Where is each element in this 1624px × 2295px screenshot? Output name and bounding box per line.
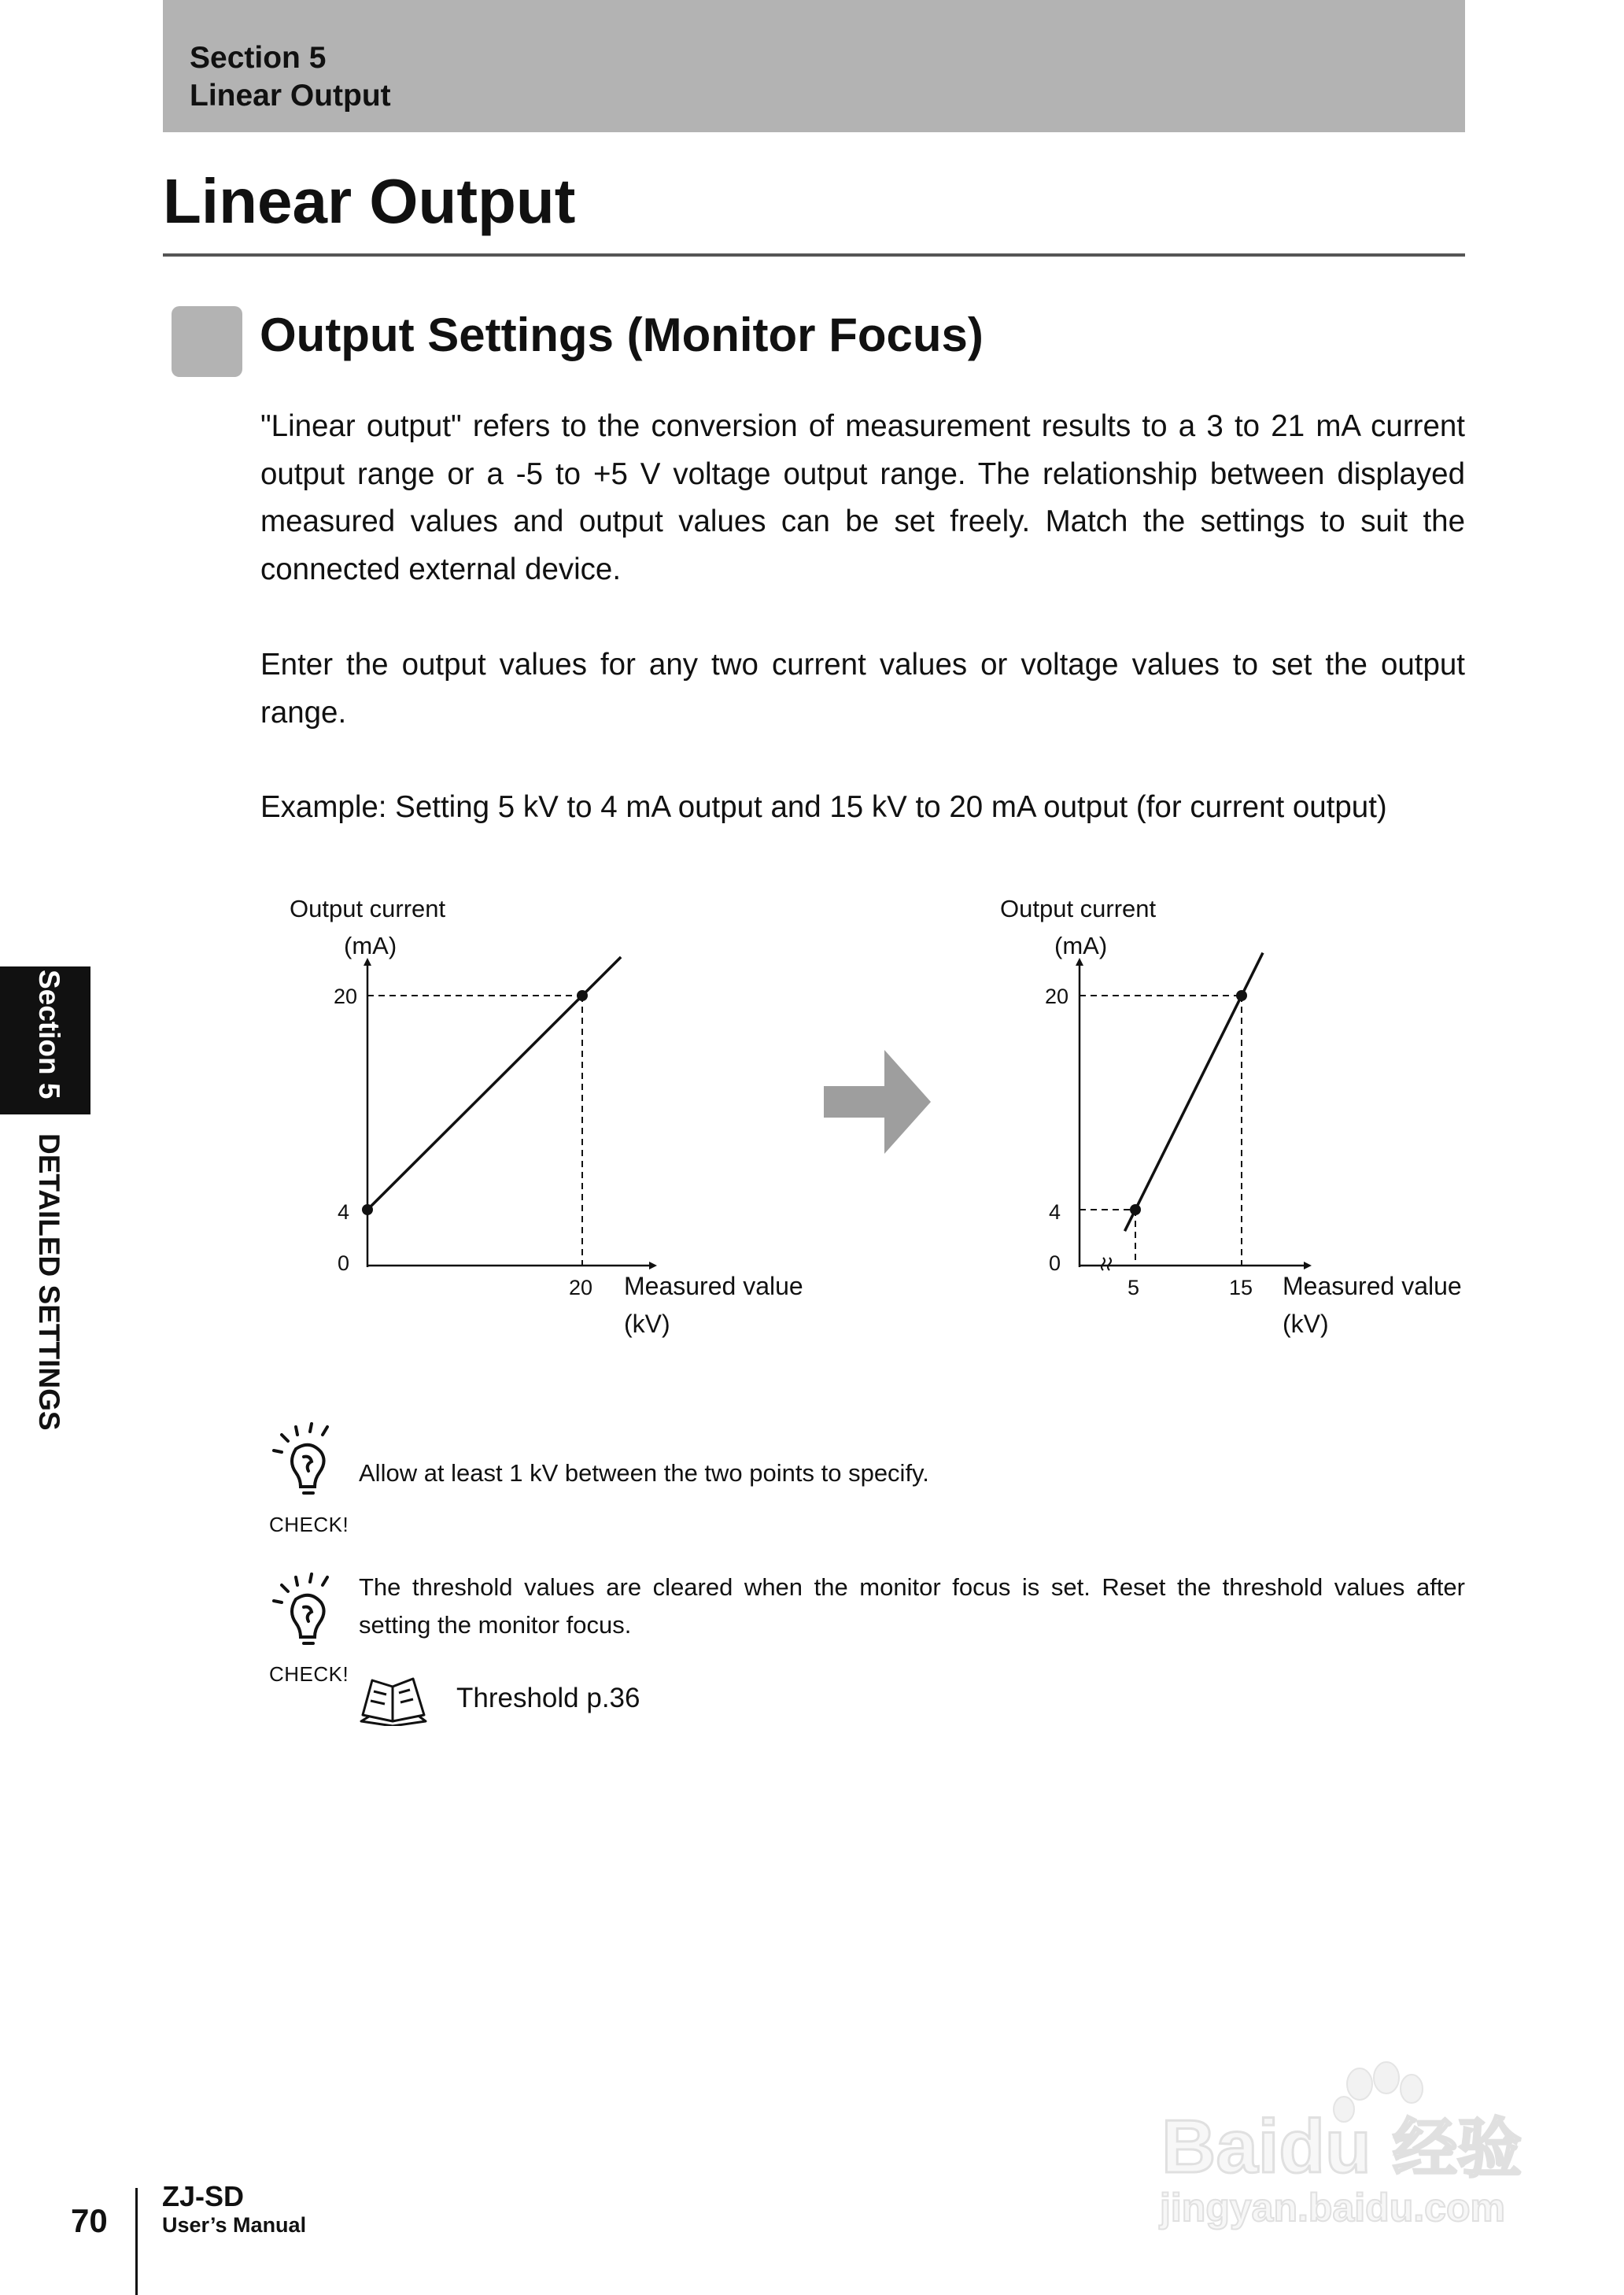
chart-1 (290, 895, 803, 1338)
chart-2-xunit: (kV) (1283, 1310, 1329, 1338)
chart-2-xlabel: Measured value (1283, 1272, 1462, 1300)
paragraph-intro: "Linear output" refers to the conversion of measurement results to a 3 to 21 mA current output range or a -5 to +5 V voltage output range. The relationship between displayed measured values and output values can be set freely. Match the settings to suit the connected external device. (260, 409, 1465, 586)
note-1-text: Allow at least 1 kV between the two points to specify. (359, 1459, 929, 1487)
chart-1-ytick-0: 0 (338, 1251, 350, 1275)
chart-2-point-2 (1236, 990, 1247, 1001)
section-heading: Output Settings (Monitor Focus) (260, 309, 984, 361)
chart-2-ytick-4: 4 (1049, 1200, 1061, 1224)
chart-1-xunit: (kV) (624, 1310, 670, 1338)
chart-1-point-1 (362, 1204, 373, 1215)
page-title: Linear Output (163, 166, 576, 236)
book-icon (358, 1671, 429, 1726)
transition-arrow-icon (824, 1050, 931, 1154)
chart-2-point-1 (1130, 1204, 1141, 1215)
chart-2-ylabel: Output current (1000, 895, 1157, 922)
chart-1-yunit: (mA) (344, 932, 397, 959)
paragraph-instruction: Enter the output values for any two current values or voltage values to set the output range. (260, 648, 1465, 730)
header-section: Section 5 (190, 41, 327, 75)
chart-2-ytick-0: 0 (1049, 1251, 1061, 1275)
chart-2-axis-break-icon (1102, 1258, 1111, 1270)
chart-1-point-2 (577, 990, 588, 1001)
chart-1-xlabel: Measured value (624, 1272, 803, 1300)
chart-2-yunit: (mA) (1054, 932, 1108, 959)
reference-link[interactable]: Threshold p.36 (456, 1683, 640, 1713)
header-subtitle: Linear Output (190, 79, 391, 113)
chart-1-ytick-20: 20 (334, 985, 358, 1008)
check-lightbulb-icon (266, 1421, 354, 1509)
note-1-check-label: CHECK! (269, 1513, 349, 1536)
chart-1-ylabel: Output current (290, 895, 446, 922)
chart-1-ytick-4: 4 (338, 1200, 350, 1224)
watermark-brand: Baidu (1161, 2105, 1371, 2189)
watermark-url: jingyan.baidu.com (1160, 2186, 1505, 2230)
watermark-cn: 经验 (1393, 2112, 1522, 2186)
chart-2-ytick-20: 20 (1045, 985, 1069, 1008)
page-number: 70 (71, 2202, 108, 2239)
paragraph-example: Example: Setting 5 kV to 4 mA output and 15 kV to 20 mA output (for current output) (260, 790, 1387, 824)
chart-2-xtick-15: 15 (1229, 1276, 1253, 1299)
chart-1-xtick-20: 20 (569, 1276, 593, 1299)
chart-2 (1000, 895, 1462, 1338)
footer-rule (135, 2188, 138, 2295)
chart-2-xtick-5: 5 (1128, 1276, 1140, 1299)
note-2-check-label: CHECK! (269, 1662, 349, 1686)
footer-model: ZJ-SD (162, 2180, 245, 2212)
side-tab-title: DETAILED SETTINGS (33, 1133, 65, 1431)
note-2-text: The threshold values are cleared when the monitor focus is set. Reset the threshold values after setting the monitor focus. (359, 1573, 1465, 1639)
check-lightbulb-icon (266, 1571, 354, 1659)
side-tab-section-label: Section 5 (33, 970, 65, 1099)
baidu-watermark-logo (1157, 2054, 1534, 2235)
footer-manual: User’s Manual (162, 2213, 307, 2237)
